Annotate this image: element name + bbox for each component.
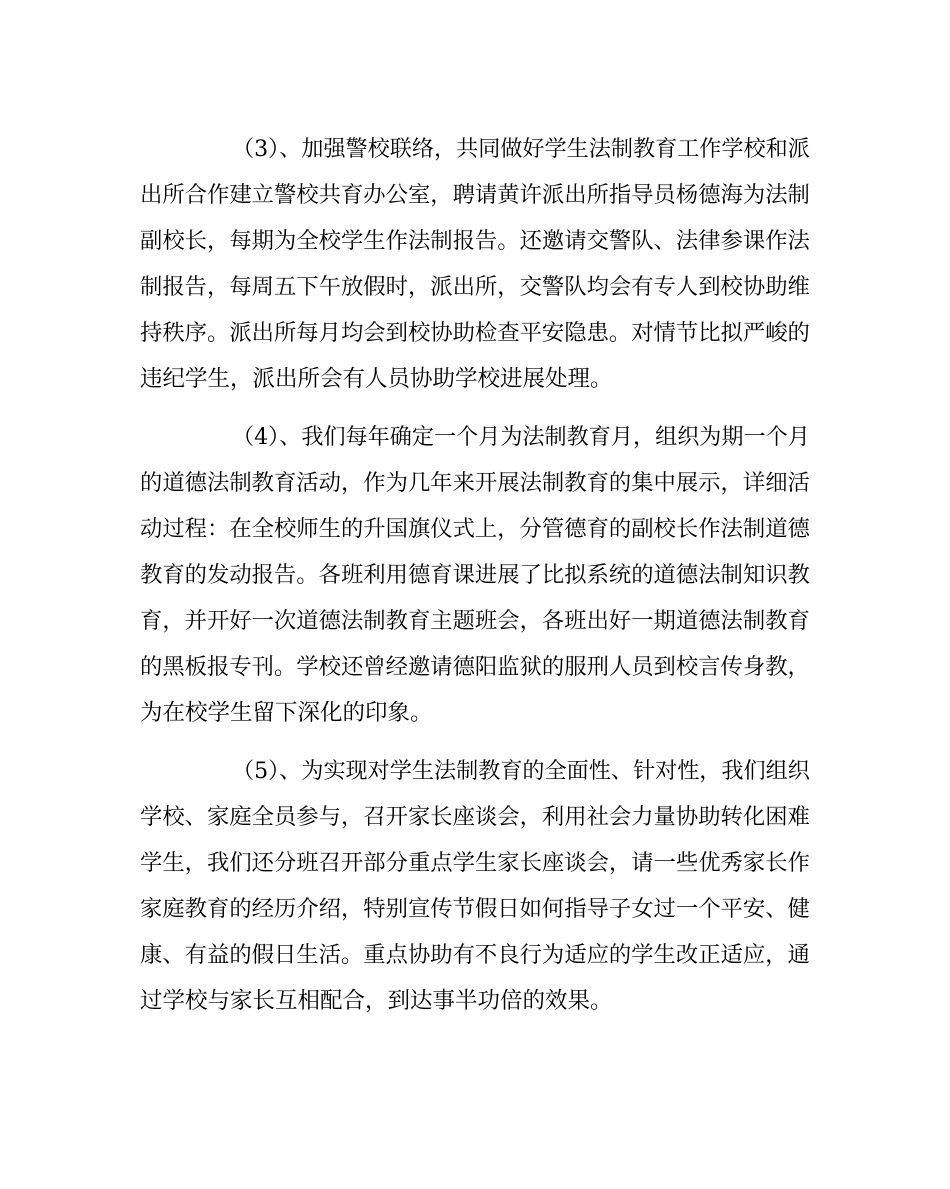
paragraph-1-line-4: 制报告，每周五下午放假时，派出所，交警队均会有专人到校协助维	[140, 274, 810, 300]
paragraph-3-line-5: 康、有益的假日生活。重点协助有不良行为适应的学生改正适应，通	[140, 942, 810, 968]
paragraph-2-line-5: 育，并开好一次道德法制教育主题班会，各班出好一期道德法制教育	[140, 608, 810, 634]
paragraph-3-line-6: 过学校与家长互相配合，到达事半功倍的效果。	[140, 988, 613, 1014]
paragraph-1-line-6: 违纪学生，派出所会有人员协助学校进展处理。	[140, 366, 613, 392]
paragraph-3-line-2: 学校、家庭全员参与，召开家长座谈会，利用社会力量协助转化困难	[140, 804, 810, 830]
paragraph-3-line-1: （5）、为实现对学生法制教育的全面性、针对性，我们组织	[232, 758, 810, 784]
paragraph-3-line-4: 家庭教育的经历介绍，特别宣传节假日如何指导子女过一个平安、健	[140, 896, 810, 922]
paragraph-2-line-3: 动过程：在全校师生的升国旗仪式上，分管德育的副校长作法制道德	[140, 516, 810, 542]
paragraph-1-line-5: 持秩序。派出所每月均会到校协助检查平安隐患。对情节比拟严峻的	[140, 320, 810, 346]
paragraph-1-line-2: 出所合作建立警校共育办公室，聘请黄许派出所指导员杨德海为法制	[140, 182, 810, 208]
paragraph-2-line-1: （4）、我们每年确定一个月为法制教育月，组织为期一个月	[232, 424, 810, 450]
paragraph-1-line-1: （3）、加强警校联络，共同做好学生法制教育工作学校和派	[232, 136, 810, 162]
paragraph-2-line-4: 教育的发动报告。各班利用德育课进展了比拟系统的道德法制知识教	[140, 562, 810, 588]
paragraph-1-line-3: 副校长，每期为全校学生作法制报告。还邀请交警队、法律参课作法	[140, 228, 810, 254]
paragraph-2-line-2: 的道德法制教育活动，作为几年来开展法制教育的集中展示，详细活	[140, 470, 810, 496]
paragraph-2-line-7: 为在校学生留下深化的印象。	[140, 700, 433, 726]
paragraph-2-line-6: 的黑板报专刊。学校还曾经邀请德阳监狱的服刑人员到校言传身教，	[140, 654, 810, 680]
paragraph-3-line-3: 学生，我们还分班召开部分重点学生家长座谈会，请一些优秀家长作	[140, 850, 810, 876]
